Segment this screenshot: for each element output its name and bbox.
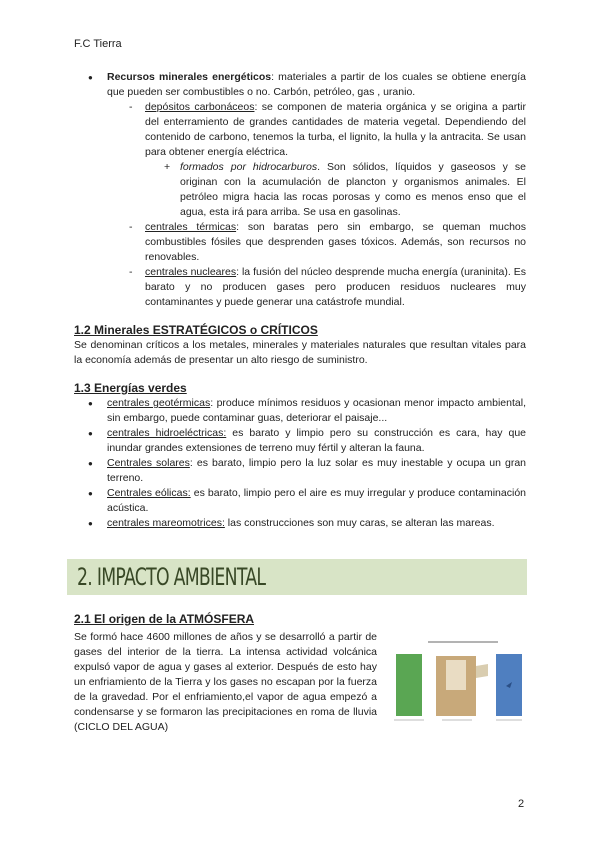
term-energeticos: Recursos minerales energéticos bbox=[107, 71, 272, 83]
heading-1-2: 1.2 Minerales ESTRATÉGICOS o CRÍTICOS bbox=[74, 323, 318, 337]
list-item-hidroelectricas bbox=[74, 426, 526, 456]
list-item-geotermicas bbox=[74, 396, 526, 426]
heading-1-3 bbox=[74, 380, 526, 396]
text-hidrocarburos: . Son sólidos, líquidos y gaseosos y se originan con la acumulación de plancton y organismos animales. El petróleo migra hacia las rocas porosas y como es menos enso que el agua, esta irá para arriba. Se usa en gasolinas. bbox=[180, 161, 526, 218]
heading-2-1 bbox=[74, 611, 254, 627]
sublist-item-carbonaceos bbox=[74, 100, 526, 160]
figure-bar-tan-inner bbox=[446, 660, 466, 690]
heading-2-1-text: 2.1 El origen de la ATMÓSFERA bbox=[74, 612, 255, 626]
sublist-item-termicas bbox=[74, 220, 526, 265]
term-eolicas: Centrales eólicas: bbox=[107, 487, 191, 499]
text-solares: : es barato, limpio pero la luz solar es muy inestable y ocupa un gran terreno. bbox=[107, 457, 527, 484]
text-energeticos: : materiales a partir de los cuales se obtiene energía que pueden ser combustibles o no. Carbón, petróleo, gas , uranio. bbox=[107, 71, 526, 98]
subsublist-item-hidrocarburos bbox=[74, 160, 526, 220]
figure-arrow bbox=[476, 664, 488, 678]
term-nucleares: centrales nucleares bbox=[145, 266, 237, 278]
figure-bar-green bbox=[396, 654, 422, 716]
section-2-title: 2. IMPACTO AMBIENTAL bbox=[77, 563, 266, 591]
text-termicas: : son baratas pero sin embargo, se queman muchos combustibles fósiles que desprenden gases tóxicos. Además, son recursos no renovables. bbox=[145, 221, 526, 263]
term-hidrocarburos: formados por hidrocarburos bbox=[180, 161, 318, 173]
heading-1-3-text: 1.3 Energías verdes bbox=[74, 381, 187, 395]
text-eolicas: es barato, limpio pero el aire es muy irregular y produce contaminación acústica. bbox=[107, 487, 526, 514]
main-content bbox=[74, 70, 526, 531]
page-number: 2 bbox=[518, 798, 525, 810]
text-mareomotrices: las construcciones son muy caras, se alteran las mareas. bbox=[224, 517, 495, 529]
paragraph-2-1: Se formó hace 4600 millones de años y se desarrolló a partir de gases del interior de la tierra. La intensa actividad volcánica expulsó vapor de agua y gases al exterior. Después de esto hay un enfriamiento de la Tierra y los gases no escapan por la fuerza de la gravedad. Por el enfriamiento,el vapor de agua empezó a condensarse y se formaron las precipitaciones en roma de lluvia (CICLO DEL AGUA) bbox=[74, 631, 377, 733]
section-2-band bbox=[67, 559, 527, 595]
term-termicas: centrales térmicas bbox=[145, 221, 237, 233]
atmosphere-origin-figure bbox=[392, 636, 526, 728]
term-solares: Centrales solares bbox=[107, 457, 190, 469]
term-carbonaceos: depósitos carbonáceos bbox=[145, 101, 255, 113]
list-item-energeticos bbox=[74, 70, 526, 100]
page-header-title: F.C Tierra bbox=[74, 38, 122, 50]
sublist-item-nucleares bbox=[74, 265, 526, 310]
paragraph-1-2: Se denominan críticos a los metales, minerales y materiales naturales que resultan vitales para la economía además de presentar un alto riesgo de suministro. bbox=[74, 339, 526, 366]
term-hidroelectricas: centrales hidroeléctricas: bbox=[107, 427, 227, 439]
list-item-mareomotrices bbox=[74, 516, 526, 531]
text-hidroelectricas: es barato y limpio pero su construcción es cara, hay que inundar grandes extensiones de terreno muy fértil y alteran la fauna. bbox=[107, 427, 526, 454]
list-item-solares bbox=[74, 456, 526, 486]
text-nucleares: : la fusión del núcleo desprende mucha energía (uraninita). Es barato y no producen gases pero producen residuos nucleares muy contaminantes y puede generar una catástrofe mundial. bbox=[145, 266, 526, 308]
text-carbonaceos: : se componen de materia orgánica y se origina a partir del enterramiento de grandes cantidades de materia vegetal. Dependiendo del contenido de carbono, tenemos la turba, el lignito, la hulla y la antracita. Se usan para obtener energía eléctrica. bbox=[145, 101, 526, 158]
term-mareomotrices: centrales mareomotrices: bbox=[107, 517, 225, 529]
text-geotermicas: : produce mínimos residuos y ocasionan menor impacto ambiental, sin embargo, puede contaminar guas, deteriorar el paisaje... bbox=[107, 397, 526, 424]
term-geotermicas: centrales geotérmicas bbox=[107, 397, 211, 409]
list-item-eolicas bbox=[74, 486, 526, 516]
